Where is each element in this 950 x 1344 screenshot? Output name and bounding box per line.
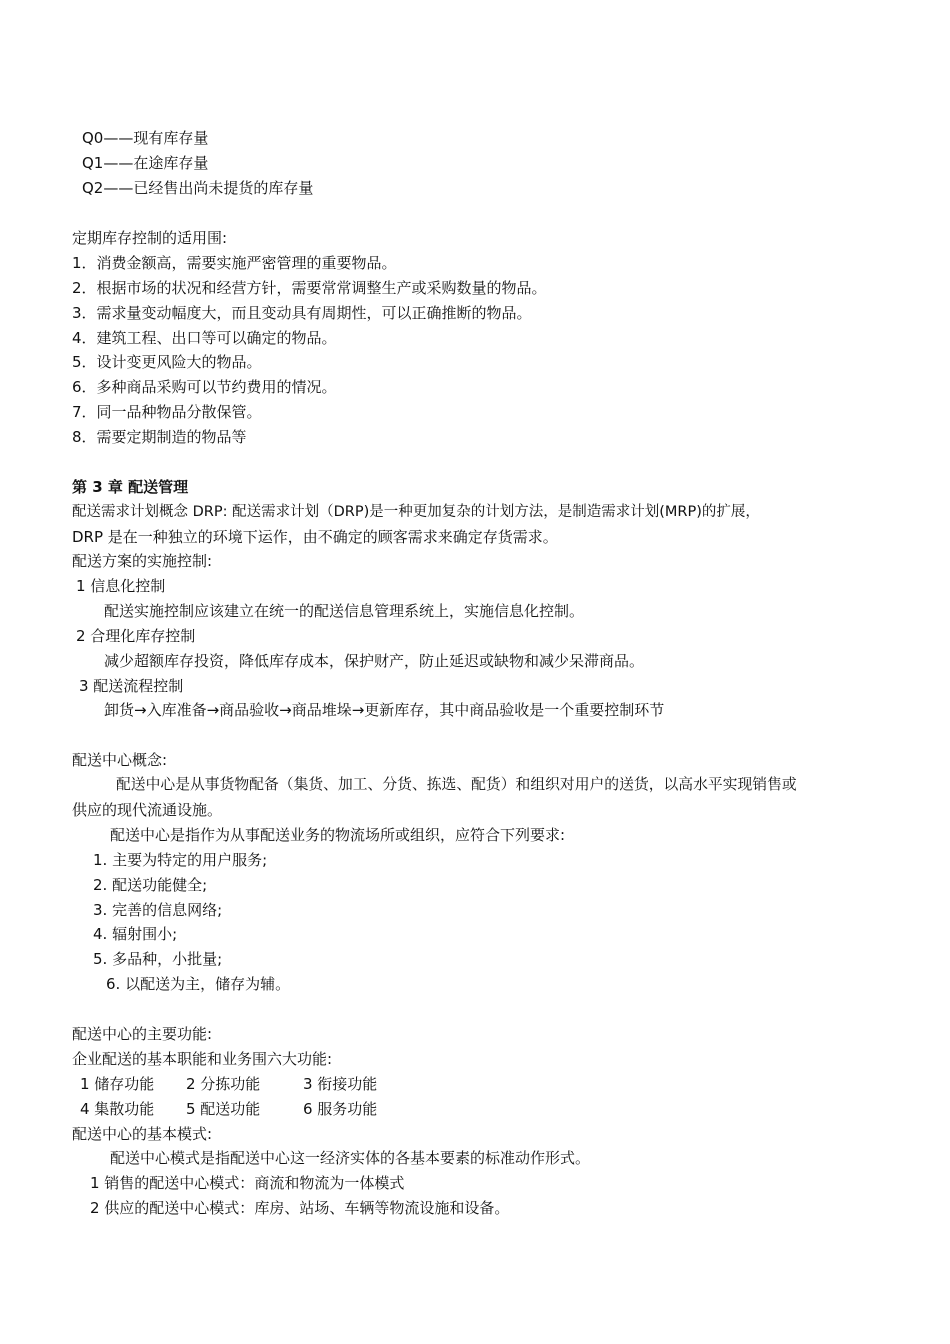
chapter-heading: 第 3 章 配送管理: [72, 478, 189, 496]
drp-definition-line2: DRP 是在一种独立的环境下运作，由不确定的顾客需求来确定存货需求。: [72, 528, 558, 546]
list-item: 8．需要定期制造的物品等: [72, 428, 247, 446]
modes-intro: 配送中心模式是指配送中心这一经济实体的各基本要素的标准动作形式。: [110, 1149, 591, 1167]
functions-title: 配送中心的主要功能:: [72, 1025, 213, 1043]
list-item: 3．需求量变动幅度大，而且变动具有周期性，可以正确推断的物品。: [72, 304, 532, 322]
list-item: 5．设计变更风险大的物品。: [72, 353, 262, 371]
q0-definition: Q0——现有库存量: [82, 129, 209, 147]
function-item: 1 储存功能: [80, 1075, 155, 1093]
function-item: 2 分拣功能: [186, 1075, 261, 1093]
list-item: 7．同一品种物品分散保管。: [72, 403, 262, 421]
drp-definition-line1: 配送需求计划概念 DRP: 配送需求计划（DRP)是一种更加复杂的计划方法，是制造需求计划(MRP)的扩展，: [72, 504, 760, 520]
impl-item-text: 卸货→入库准备→商品验收→商品堆垛→更新库存，其中商品验收是一个重要控制环节: [104, 701, 665, 719]
mode-item: 1 销售的配送中心模式：商流和物流为一体模式: [90, 1174, 405, 1192]
modes-title: 配送中心的基本模式:: [72, 1125, 213, 1143]
periodic-scope-title: 定期库存控制的适用围:: [72, 229, 228, 247]
q2-definition: Q2——已经售出尚未提货的库存量: [82, 179, 314, 197]
impl-item-title: 2 合理化库存控制: [76, 627, 196, 645]
impl-item-title: 1 信息化控制: [76, 577, 166, 595]
list-item: 2．根据市场的状况和经营方针，需要常常调整生产或采购数量的物品。: [72, 279, 547, 297]
list-item: 6. 以配送为主，储存为辅。: [106, 975, 291, 993]
center-concept-para2: 配送中心是指作为从事配送业务的物流场所或组织，应符合下列要求:: [110, 826, 566, 844]
functions-subtitle: 企业配送的基本职能和业务围六大功能:: [72, 1050, 333, 1068]
list-item: 4. 辐射围小;: [93, 925, 178, 943]
function-item: 3 衔接功能: [303, 1075, 378, 1093]
center-concept-title: 配送中心概念:: [72, 751, 168, 769]
list-item: 3. 完善的信息网络;: [93, 901, 223, 919]
function-item: 5 配送功能: [186, 1100, 261, 1118]
list-item: 1. 主要为特定的用户服务;: [93, 851, 268, 869]
list-item: 5. 多品种，小批量;: [93, 950, 223, 968]
function-item: 6 服务功能: [303, 1100, 378, 1118]
impl-item-text: 配送实施控制应该建立在统一的配送信息管理系统上，实施信息化控制。: [104, 602, 585, 620]
center-concept-para1-line1: 配送中心是从事货物配备（集货、加工、分货、拣选、配货）和组织对用户的送货，以高水平实现销售或: [116, 776, 797, 793]
list-item: 6．多种商品采购可以节约费用的情况。: [72, 378, 337, 396]
impl-item-text: 减少超额库存投资，降低库存成本，保护财产，防止延迟或缺物和减少呆滞商品。: [104, 652, 645, 670]
list-item: 4．建筑工程、出口等可以确定的物品。: [72, 329, 337, 347]
center-concept-para1-line2: 供应的现代流通设施。: [72, 801, 223, 819]
list-item: 1．消费金额高，需要实施严密管理的重要物品。: [72, 254, 397, 272]
impl-control-title: 配送方案的实施控制:: [72, 552, 213, 570]
list-item: 2. 配送功能健全;: [93, 876, 208, 894]
function-item: 4 集散功能: [80, 1100, 155, 1118]
mode-item: 2 供应的配送中心模式：库房、站场、车辆等物流设施和设备。: [90, 1199, 510, 1217]
q1-definition: Q1——在途库存量: [82, 154, 209, 172]
impl-item-title: 3 配送流程控制: [79, 677, 184, 695]
